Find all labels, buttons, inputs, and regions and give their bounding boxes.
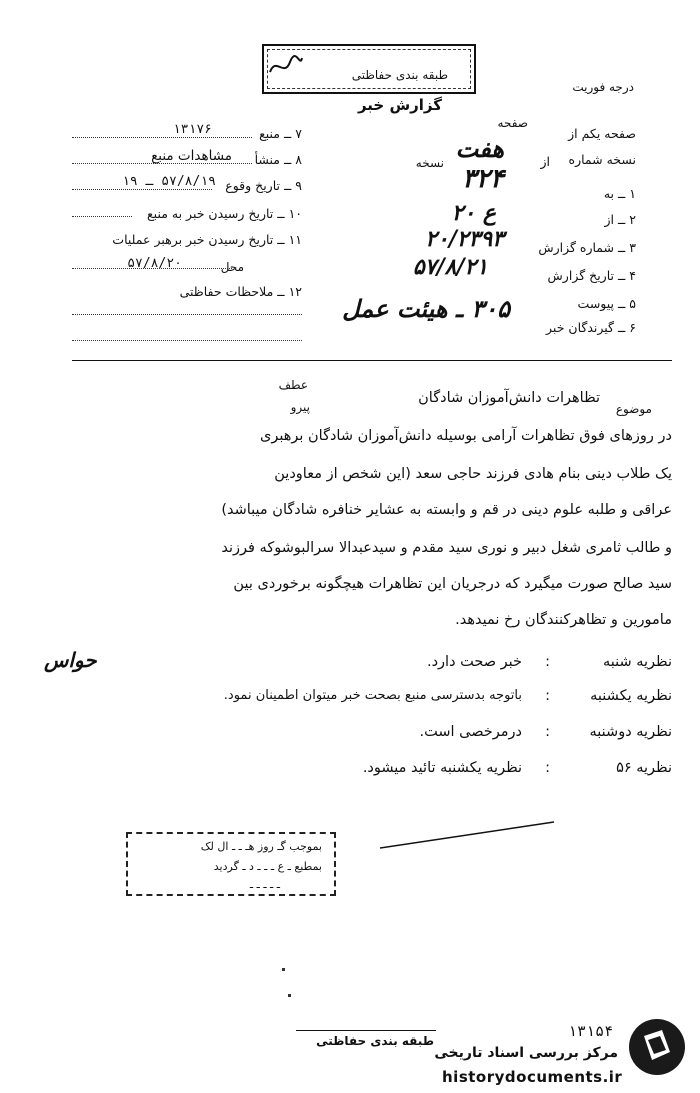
field-11-line (72, 268, 232, 269)
opinion-3-sep: : (545, 724, 550, 740)
subject-label: موضوع (615, 402, 652, 416)
speck (282, 968, 285, 971)
body-line-5: سید صالح صورت میگیرد که درجریان این تظاهرات هیچگونه برخوردی بین (233, 576, 672, 592)
body-line-2: یک طلاب دینی بنام هادی فرزند حاجی سعد (این شخص از معاودین (274, 466, 672, 482)
copy-line: نسخه شماره (568, 152, 636, 167)
body-line-3: عراقی و طلبه علوم دینی در قم و وابسته به عشایر خنافره شادگان میباشد) (221, 502, 672, 518)
urgency-label: درجه فوریت (572, 80, 634, 94)
subject-text: تظاهرات دانش‌آموزان شادگان (418, 390, 600, 406)
opinion-2-text: باتوجه بدسترسی منبع بصحت خبر میتوان اطمینان نمود. (223, 688, 522, 703)
signature-stroke (378, 818, 558, 852)
watermark-url: historydocuments.ir (442, 1068, 623, 1086)
field-9-value: ۵۷/۸/۱۹ ـ ۱۹ (122, 174, 216, 189)
footer-serial: ۱۳۱۵۴ (568, 1022, 614, 1040)
field-1-label: ۱ ــ به (603, 186, 636, 201)
header-divider (72, 360, 672, 361)
opinion-4-text: نظریه یکشنبه تائید میشود. (362, 760, 522, 776)
field-3-label: ۳ ــ شماره گزارش (538, 240, 636, 255)
field-4-value: ۵۷/۸/۲۱ (412, 254, 488, 280)
body-line-4: و طالب ثامری شغل دبیر و نوری سید مقدم و سیدعبدالا سرالبوشوکه فرزند (221, 540, 672, 556)
field-9-label: ۹ ــ تاریخ وقوع (225, 178, 302, 193)
field-2-value: ع ۲۰ (451, 200, 496, 226)
opinion-4-label: نظریه ۵۶ (616, 760, 672, 776)
opinion-2-label: نظریه یکشنبه (590, 688, 672, 704)
field-12-line-1 (72, 314, 302, 315)
speck (288, 994, 291, 997)
field-7-value: ۱۳۱۷۶ (172, 122, 212, 137)
opinion-2-sep: : (545, 688, 550, 704)
footer-rule (296, 1030, 436, 1031)
field-7-line (72, 137, 252, 138)
field-5-label: ۵ ــ پیوست (577, 296, 636, 311)
subject-ref-bottom: پیرو (290, 400, 310, 414)
field-12-label: ۱۲ ــ ملاحظات حفاظتی (179, 284, 302, 299)
footer-classification: طبقه بندی حفاظتی (316, 1034, 434, 1048)
field-8-line (72, 163, 252, 164)
watermark-title: مرکز بررسی اسناد تاریخی (434, 1045, 618, 1061)
opinion-3-label: نظریه دوشنبه (589, 724, 672, 740)
stamp-line-1: بموجب گـ روز هـ ـ ـ ال لک (200, 840, 322, 853)
opinion-1-label: نظریه شنبه (602, 654, 672, 670)
report-title: گزارش خبر (357, 96, 442, 114)
opinion-1-sep: : (545, 654, 550, 670)
field-11-value: ۵۷/۸/۲۰ (127, 256, 182, 271)
copy-unit: نسخه (415, 156, 444, 170)
classification-label-top: طبقه بندی حفاظتی (351, 68, 448, 82)
stamp-line-2: بمطبع ـ ع ـ ـ ـ د ـ گردید (213, 860, 322, 873)
margin-note: حواس (44, 648, 97, 672)
copy-of: از (540, 154, 550, 169)
field-2-label: ۲ ــ از (604, 212, 636, 227)
page-label: صفحه (497, 116, 528, 130)
field-1-value: ۳۲۴ (462, 164, 504, 194)
body-line-6: مامورین و تظاهرکنندگان رخ نمیدهد. (455, 612, 672, 628)
field-9-line (72, 189, 212, 190)
stamp-line-3: ـ ـ ـ ـ ـ (249, 878, 280, 891)
opinion-1-text: خبر صحت دارد. (426, 654, 522, 670)
field-8-value: مشاهدات منبع (151, 148, 232, 164)
field-11-label: ۱۱ ــ تاریخ رسیدن خبر برهبر عملیات (112, 232, 302, 247)
opinion-3-text: درمرخصی است. (419, 724, 522, 740)
field-12-line-2 (72, 340, 302, 341)
field-6-value: ۳۰۵ ـ هیئت عمل (342, 294, 510, 323)
field-11-sub: محل (220, 260, 244, 274)
copy-count: هفت (455, 134, 504, 163)
field-3-value: ۲۰/۲۳۹۳ (425, 226, 504, 252)
field-8-label: ۸ ــ منشأ (254, 152, 302, 167)
handwritten-mark-top (266, 52, 306, 82)
archive-logo-icon (626, 1016, 688, 1078)
page-line: صفحه یکم از (568, 126, 636, 141)
field-10-line (72, 216, 132, 217)
subject-ref-top: عطف (278, 378, 308, 392)
field-10-label: ۱۰ ــ تاریخ رسیدن خبر به منبع (147, 206, 302, 221)
opinion-4-sep: : (545, 760, 550, 776)
field-4-label: ۴ ــ تاریخ گزارش (547, 268, 636, 283)
field-6-label: ۶ ــ گیرندگان خبر (546, 320, 636, 335)
field-7-label: ۷ ــ منبع (259, 126, 302, 141)
body-line-1: در روزهای فوق تظاهرات آرامی بوسیله دانش‌آموزان شادگان برهبری (259, 428, 672, 444)
